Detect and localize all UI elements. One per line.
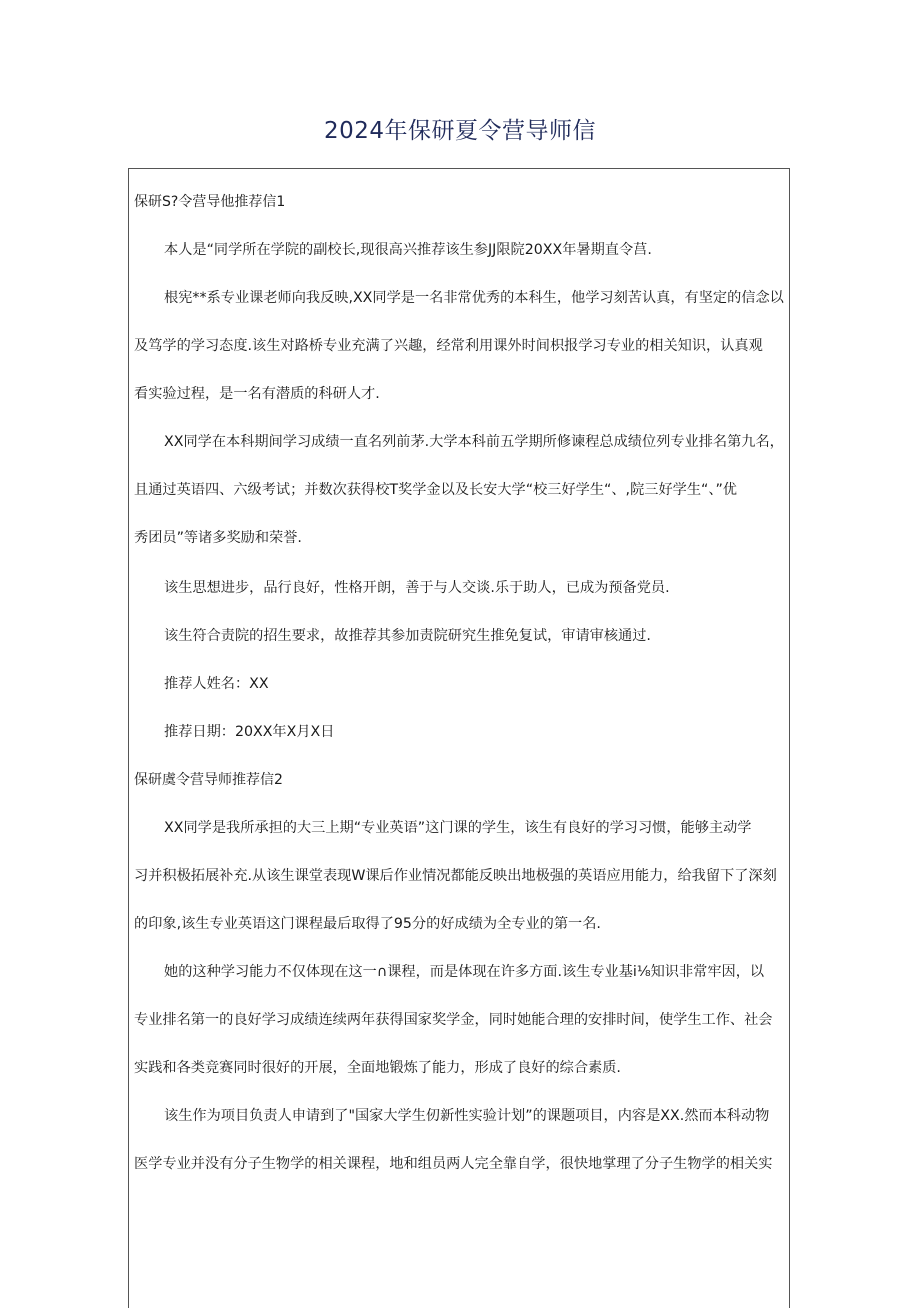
paragraph-line: 本人是“同学所在学院的副校长,现很高兴推荐该生参JJ限院20XX年暑期直令莒. <box>164 242 652 258</box>
section-heading-2: 保研虞令营导师推荐信2 <box>134 772 283 788</box>
paragraph-line: 秀团员”等诸多奖励和荣誉. <box>134 530 302 546</box>
paragraph-line: 及笃学的学习态度.该生对路桥专业充满了兴趣，经常利用课外时间枳报学习专业的相关知识，认真观 <box>134 338 763 354</box>
paragraph-line: 看实验过程，是一名有潜质的科研人才. <box>134 386 380 402</box>
paragraph-line: 该生作为项目负责人申请到了"国家大学生仞新性实验计划”的课题项目，内容是XX.然而本科动物 <box>164 1108 770 1124</box>
paragraph-line: 且通过英语四、六级考试；并数次获得校T奖学金以及长安大学“校三好学生“、,院三好学生“、”优 <box>134 482 737 498</box>
paragraph-line: 该生思想进步，品行良好，性格开朗，善于与人交谈.乐于助人，已成为预备党员. <box>164 580 670 596</box>
paragraph-line: 根宪**系专业课老师向我反映,XX同学是一名非常优秀的本科生，他学习刻苦认真，有坚定的信念以 <box>164 290 784 306</box>
paragraph-line: XX同学是我所承担的大三上期“专业英语”这门课的学生，该生有良好的学习习惯，能够主动学 <box>164 820 752 836</box>
paragraph-line: 医学专业并没有分子生物学的相关课程，地和组员两人完全靠自学，很快地掌理了分子生物学的相关实 <box>134 1156 773 1172</box>
paragraph-line: 习并积极拓展补充.从该生课堂表现W课后作业情况都能反映出地极强的英语应用能力，给我留下了深刻 <box>134 868 777 884</box>
recommendation-date: 推荐日期：20XX年X月X日 <box>164 724 335 740</box>
paragraph-line: 专业排名第一的良好学习成绩连续两年获得国家奖学金，同时她能合理的安排时间，使学生工作、社会 <box>134 1012 773 1028</box>
section-heading-1: 保研S?令营导他推荐信1 <box>134 194 286 210</box>
paragraph-line: 该生符合责院的招生要求，故推荐其参加责院研究生推免复试，审请审核通过. <box>164 628 651 644</box>
paragraph-line: 实践和各类竞赛同时很好的开展，全面地锻炼了能力，形成了良好的综合素质. <box>134 1060 621 1076</box>
paragraph-line: 的印象,该生专业英语这门课程最后取得了95分的好成绩为全专业的第一名. <box>134 916 601 932</box>
paragraph-line: 她的这种学习能力不仅体现在这一∩课程，而是体现在许多方面.该生专业基i⅛知识非常牢因，以 <box>164 964 765 980</box>
paragraph-line: XX同学在本科期间学习成绩一直名列前茅.大学本科前五学期所修谏程总成绩位列专业排名第九名， <box>164 434 784 450</box>
document-title: 2024年保研夏令营导师信 <box>323 118 597 144</box>
recommender-name: 推荐人姓名：XX <box>164 676 269 692</box>
